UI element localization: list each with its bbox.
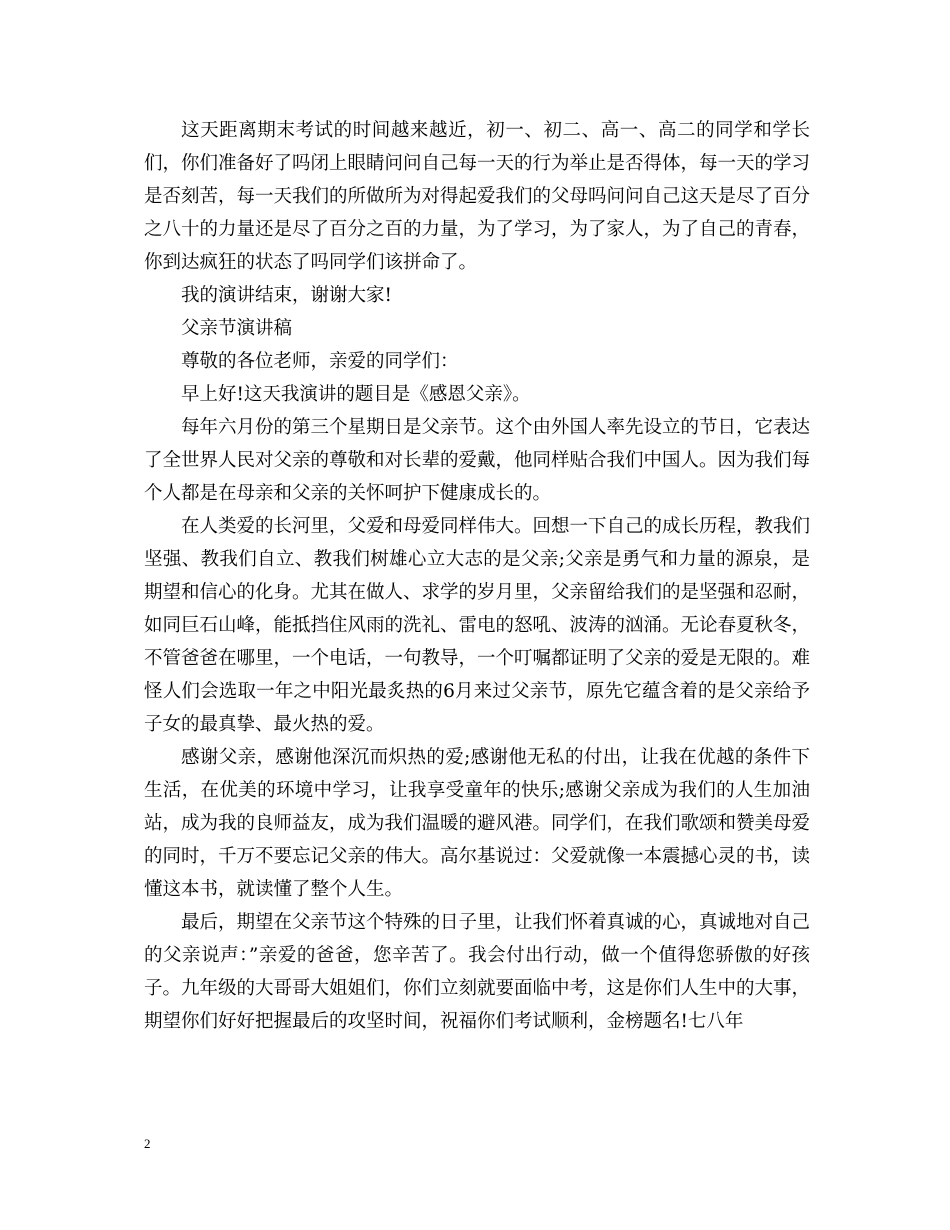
section-title: 父亲节演讲稿 xyxy=(181,318,293,339)
paragraph-thanks: 感谢父亲，感谢他深沉而炽热的爱;感谢他无私的付出，让我在优越的条件下生活，在优美的环境中学习，让我享受童年的快乐;感谢父亲成为我们的人生加油站，成为我的良师益友，成为我们温暖的避风港。同学们，在我们歌颂和赞美母爱的同时，千万不要忘记父亲的伟大。高尔基说过：父爱就像一本震撼心灵的书，读懂这本书，就读懂了整个人生。 xyxy=(144,747,811,900)
paragraph-closing: 最后，期望在父亲节这个特殊的日子里，让我们怀着真诚的心，真诚地对自己的父亲说声：”亲爱的爸爸，您辛苦了。我会付出行动，做一个值得您骄傲的好孩子。九年级的大哥哥大姐姐们，你们立刻就要面临中考，这是你们人生中的大事，期望你们好好把握最后的攻坚时间，祝福你们考试顺利，金榜题名!七八年 xyxy=(144,912,811,1032)
page-number: 2 xyxy=(144,1136,151,1151)
paragraph-fathers-day-origin: 每年六月份的第三个星期日是父亲节。这个由外国人率先设立的节日，它表达了全世界人民对父亲的尊敬和对长辈的爱戴，他同样贴合我们中国人。因为我们每个人都是在母亲和父亲的关怀呵护下健康成长的。 xyxy=(144,417,811,504)
document-body xyxy=(144,114,810,1038)
paragraph-salutation: 尊敬的各位老师，亲爱的同学们： xyxy=(181,351,459,372)
paragraph-greeting: 早上好!这天我演讲的题目是《感恩父亲》。 xyxy=(181,384,531,405)
paragraph-exam-reminder: 这天距离期末考试的时间越来越近，初一、初二、高一、高二的同学和学长们，你们准备好了吗闭上眼睛问问自己每一天的行为举止是否得体，每一天的学习是否刻苦，每一天我们的所做所为对得起爱我们的父母吗问问自己这天是尽了百分之八十的力量还是尽了百分之百的力量，为了学习，为了家人，为了自己的青春，你到达疯狂的状态了吗同学们该拼命了。 xyxy=(144,120,811,273)
paragraph-fathers-love: 在人类爱的长河里，父爱和母爱同样伟大。回想一下自己的成长历程，教我们坚强、教我们自立、教我们树雄心立大志的是父亲;父亲是勇气和力量的源泉，是期望和信心的化身。尤其在做人、求学的岁月里，父亲留给我们的是坚强和忍耐，如同巨石山峰，能抵挡住风雨的洗礼、雷电的怒吼、波涛的汹涌。无论春夏秋冬，不管爸爸在哪里，一个电话，一句教导，一个叮嘱都证明了父亲的爱是无限的。难怪人们会选取一年之中阳光最炙热的6月来过父亲节，原先它蕴含着的是父亲给予子女的最真挚、最火热的爱。 xyxy=(144,516,811,735)
paragraph-speech-end: 我的演讲结束，谢谢大家! xyxy=(181,285,392,306)
